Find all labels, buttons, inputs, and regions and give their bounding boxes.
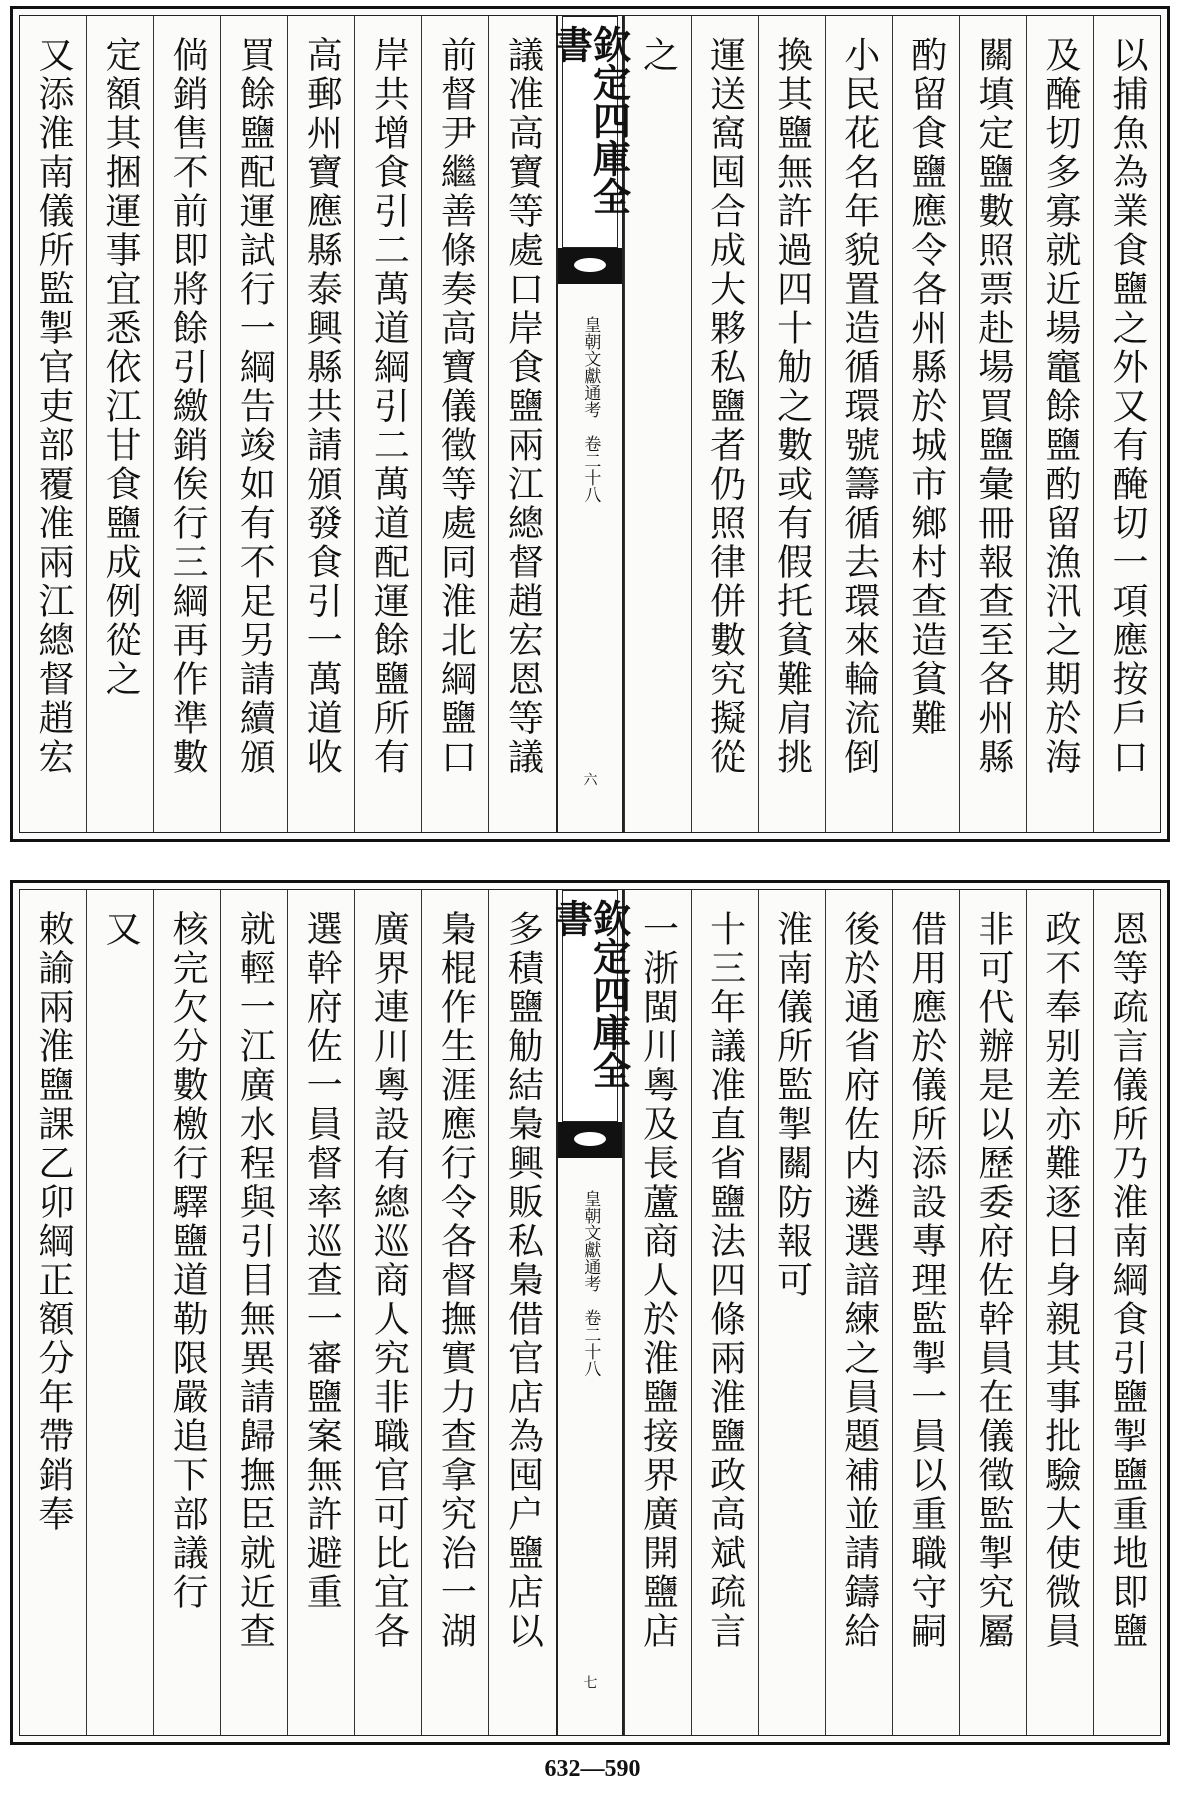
text-column: 政不奉别差亦難逐日身親其事批驗大使微員 bbox=[1026, 890, 1093, 1735]
text-column: 一浙閩川粵及長蘆商人於淮鹽接界廣開鹽店 bbox=[624, 890, 691, 1735]
volume-label: 皇朝文獻通考 卷二十八 bbox=[580, 1190, 601, 1377]
text-column: 選幹府佐一員督率巡查一審鹽案無許避重 bbox=[287, 890, 354, 1735]
text-column: 小民花名年貌置造循環號籌循去環來輪流倒 bbox=[825, 16, 892, 832]
fishtail-mark bbox=[558, 1122, 622, 1158]
text-column: 買餘鹽配運試行一綱告竣如有不足另請續頒 bbox=[220, 16, 287, 832]
text-column: 前督尹繼善條奏高寶儀徵等處同淮北綱鹽口 bbox=[421, 16, 488, 832]
text-column: 恩等疏言儀所乃淮南綱食引鹽掣鹽重地即鹽 bbox=[1093, 890, 1160, 1735]
text-column: 就輕一江廣水程與引目無異請歸撫臣就近查 bbox=[220, 890, 287, 1735]
text-column: 定額其捆運事宜悉依江甘食鹽成例從之 bbox=[86, 16, 153, 832]
bottom-half-page bbox=[10, 880, 1170, 1745]
top-half-page bbox=[10, 6, 1170, 842]
text-column: 非可代辦是以歷委府佐幹員在儀徵監掣究屬 bbox=[959, 890, 1026, 1735]
fishtail-mark bbox=[558, 248, 622, 284]
text-column: 關填定鹽數照票赴場買鹽彙冊報查至各州縣 bbox=[959, 16, 1026, 832]
text-column: 又 bbox=[86, 890, 153, 1735]
text-column: 廣界連川粵設有總巡商人究非職官可比宜各 bbox=[354, 890, 421, 1735]
text-column: 十三年議准直省鹽法四條兩淮鹽政高斌疏言 bbox=[691, 890, 758, 1735]
page-number: 632—590 bbox=[544, 1756, 641, 1782]
text-column: 及醃切多寡就近場竈餘鹽酌留漁汛之期於海 bbox=[1026, 16, 1093, 832]
folio-number: 六 bbox=[581, 772, 598, 786]
text-column: 高郵州寶應縣泰興縣共請頒發食引一萬道收 bbox=[287, 16, 354, 832]
bottom-text-frame bbox=[19, 889, 1161, 1736]
text-column: 以捕魚為業食鹽之外又有醃切一項應按戶口 bbox=[1093, 16, 1160, 832]
text-column: 換其鹽無許過四十觔之數或有假托貧難肩挑 bbox=[758, 16, 825, 832]
book-title-box: 欽定四庫全書 bbox=[562, 16, 618, 248]
volume-label: 皇朝文獻通考 卷二十八 bbox=[580, 316, 601, 503]
book-title-box: 欽定四庫全書 bbox=[562, 890, 618, 1122]
folio-number: 七 bbox=[581, 1675, 598, 1689]
text-column: 之 bbox=[624, 16, 691, 832]
text-column: 梟棍作生涯應行令各督撫實力查拿究治一湖 bbox=[421, 890, 488, 1735]
text-column: 酌留食鹽應令各州縣於城市鄉村查造貧難 bbox=[892, 16, 959, 832]
text-column: 敕諭兩淮鹽課乙卯綱正額分年帶銷奉 bbox=[33, 910, 75, 1534]
text-column: 後於通省府佐内遴選諳練之員題補並請鑄給 bbox=[825, 890, 892, 1735]
text-column: 借用應於儀所添設專理監掣一員以重職守嗣 bbox=[892, 890, 959, 1735]
text-column: 又添淮南儀所監掣官吏部覆准兩江總督趙宏 bbox=[33, 36, 75, 777]
text-column: 核完欠分數檄行驛鹽道勒限嚴追下部議行 bbox=[153, 890, 220, 1735]
text-column: 多積鹽觔結梟興販私梟借官店為囤户鹽店以 bbox=[488, 890, 555, 1735]
center-fold bbox=[548, 890, 632, 1735]
text-column: 倘銷售不前即將餘引繳銷俟行三綱再作準數 bbox=[153, 16, 220, 832]
text-column: 運送窩囤合成大夥私鹽者仍照律併數究擬從 bbox=[691, 16, 758, 832]
text-column: 議准高寶等處口岸食鹽兩江總督趙宏恩等議 bbox=[488, 16, 555, 832]
top-text-frame bbox=[19, 15, 1161, 833]
text-column: 淮南儀所監掣關防報可 bbox=[758, 890, 825, 1735]
center-fold bbox=[548, 16, 632, 832]
text-column: 岸共增食引二萬道綱引二萬道配運餘鹽所有 bbox=[354, 16, 421, 832]
